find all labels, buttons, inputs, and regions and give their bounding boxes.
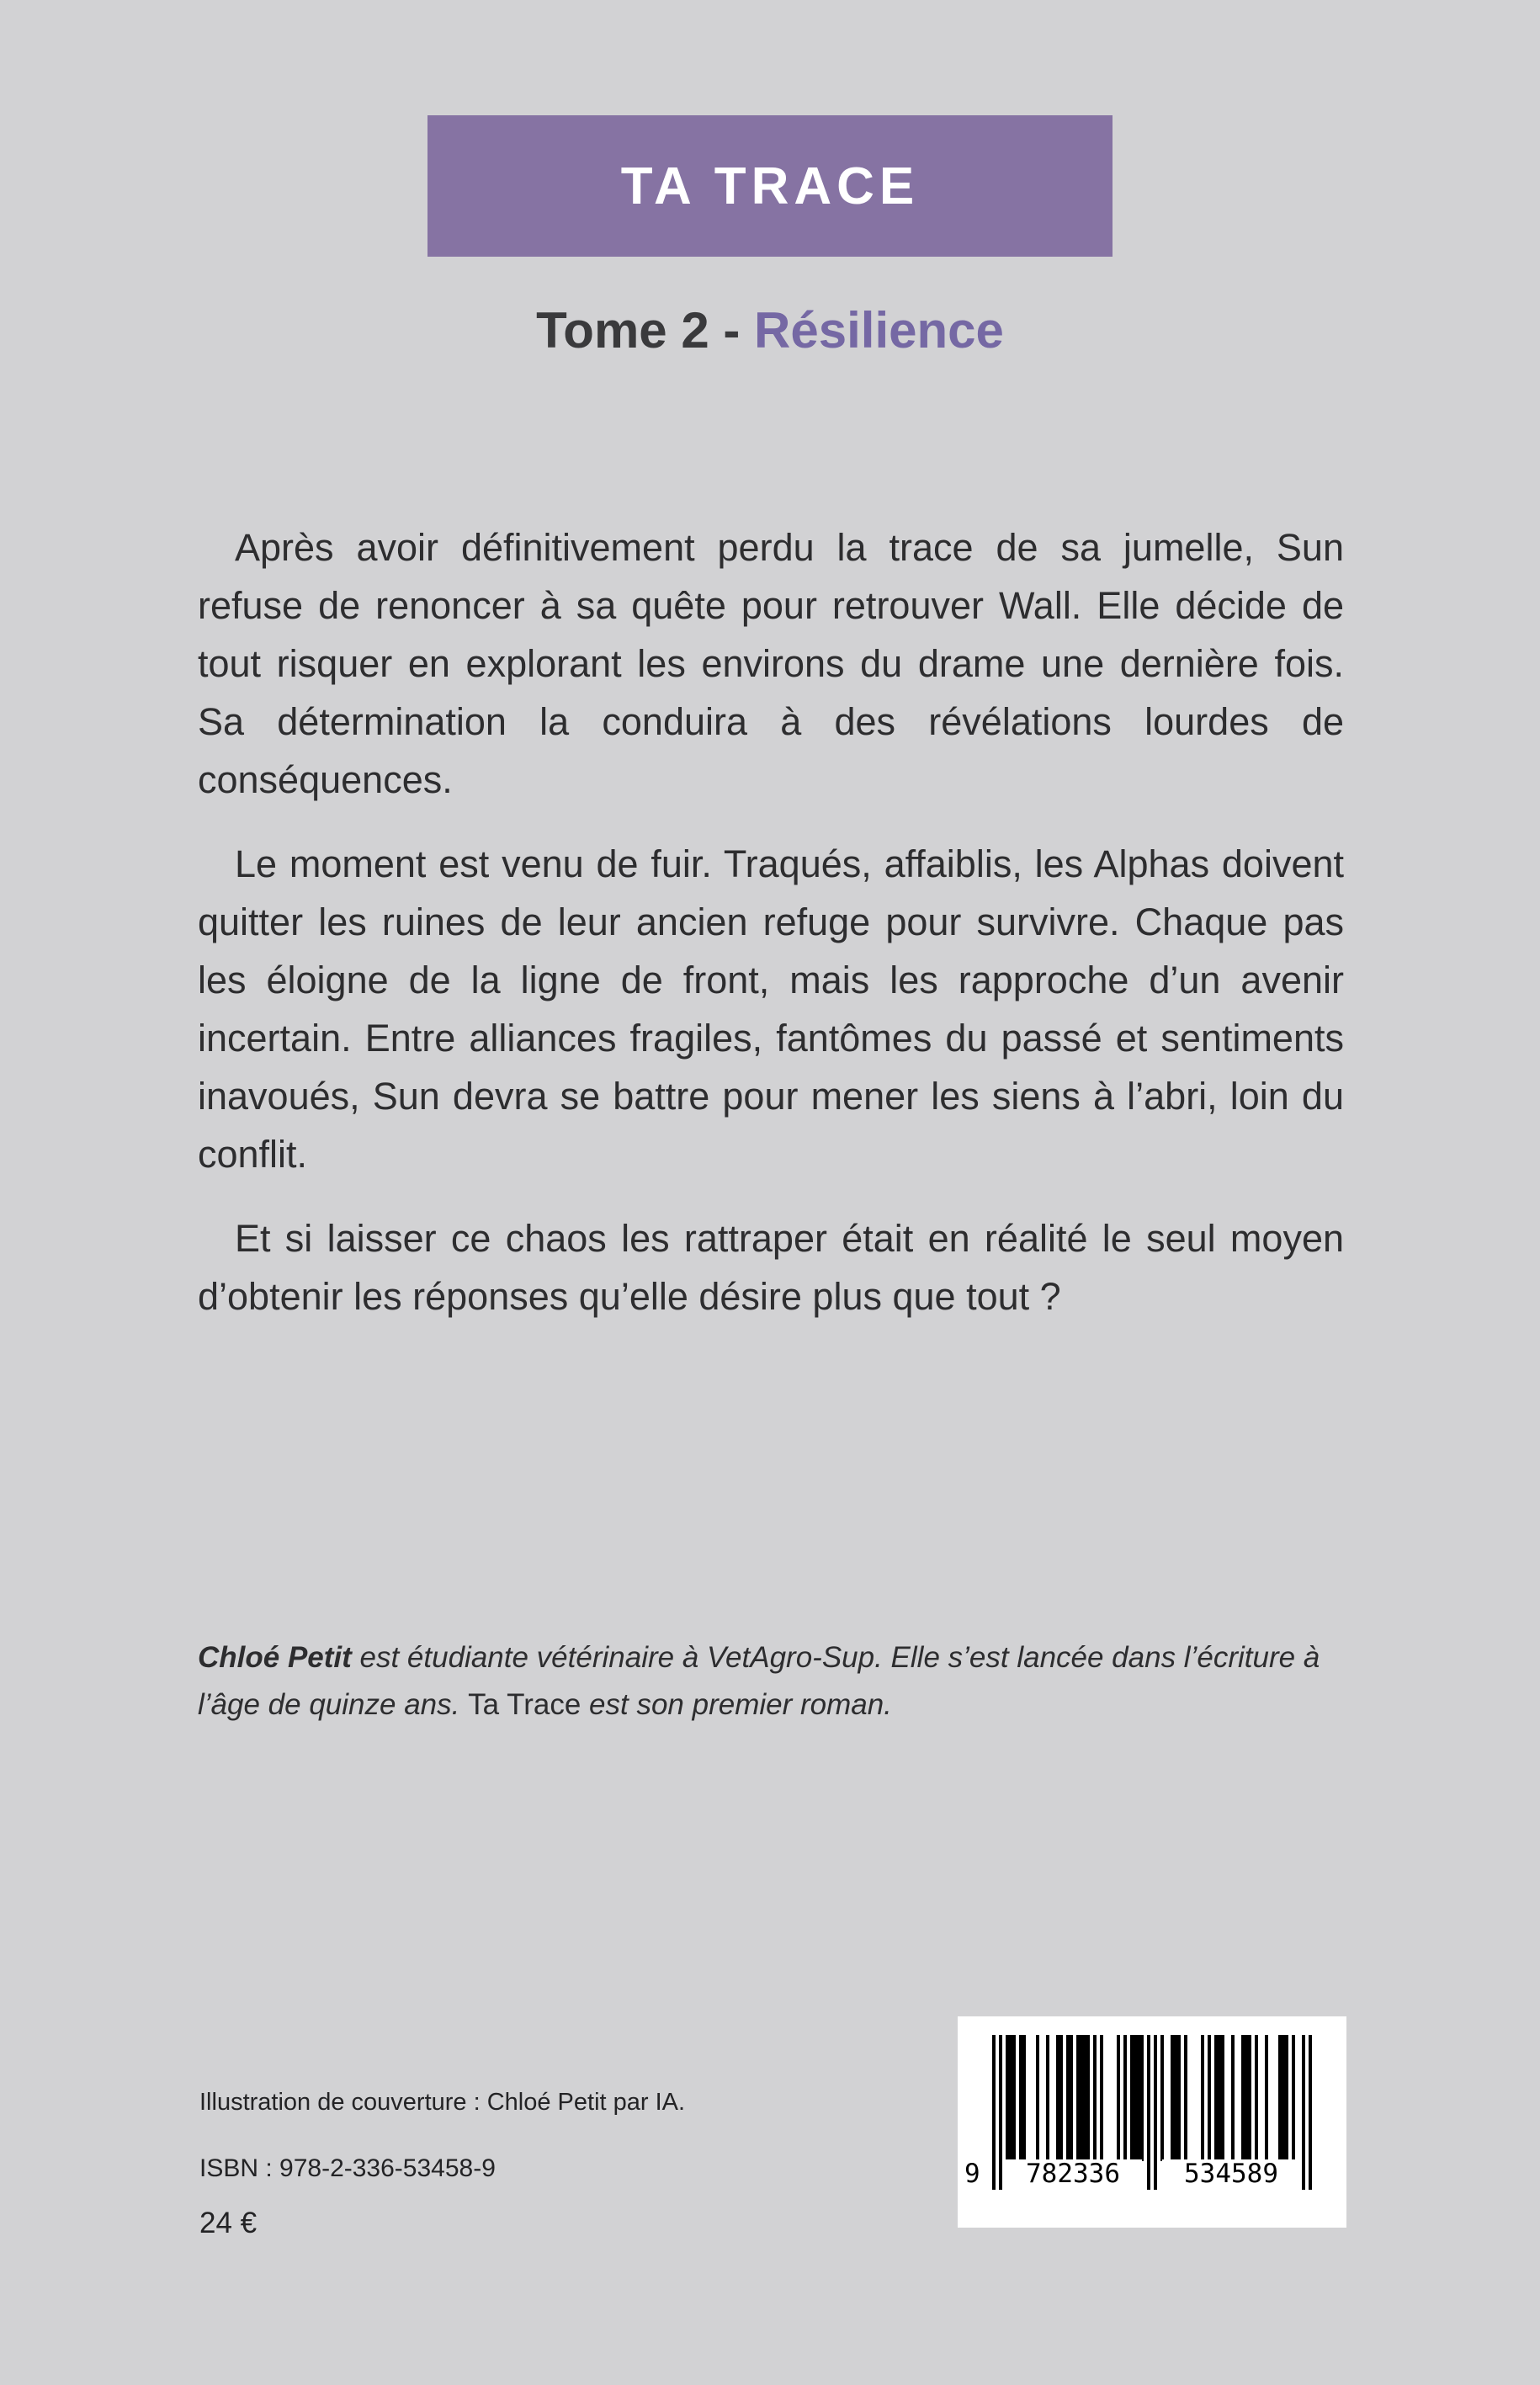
barcode-number-left: 782336 bbox=[1004, 2159, 1142, 2190]
synopsis bbox=[198, 518, 1344, 1352]
synopsis-paragraph-1: Après avoir définitivement perdu la trace de sa jumelle, Sun refuse de renoncer à sa quête pour retrouver Wall. Elle décide de tout risquer en explorant les environs du drame une dernière fois. Sa détermination la conduira à des révélations lourdes de conséquences. bbox=[198, 526, 1344, 801]
barcode-number-right: 534589 bbox=[1162, 2159, 1300, 2190]
barcode-number-first: 9 bbox=[964, 2159, 980, 2189]
author-bio bbox=[198, 1634, 1351, 1729]
bio-book-title: Ta Trace bbox=[468, 1688, 581, 1721]
price: 24 € bbox=[199, 2207, 258, 2239]
subtitle-prefix: Tome 2 - bbox=[536, 302, 755, 359]
subtitle bbox=[0, 301, 1540, 359]
synopsis-paragraph-3: Et si laisser ce chaos les rattraper était en réalité le seul moyen d’obtenir les réponses qu’elle désire plus que tout ? bbox=[198, 1217, 1344, 1318]
subtitle-accent: Résilience bbox=[754, 302, 1004, 359]
barcode bbox=[958, 2016, 1346, 2228]
title-banner bbox=[427, 115, 1113, 257]
bio-text-1: est étudiante vétérinaire à VetAgro-Sup. Elle s’est lancée dans l’écriture à l’âge de quinze ans. bbox=[198, 1641, 1320, 1721]
book-title: TA TRACE bbox=[620, 157, 920, 215]
bio-text-2: est son premier roman. bbox=[581, 1688, 892, 1721]
author-name: Chloé Petit bbox=[198, 1641, 352, 1674]
isbn: ISBN : 978-2-336-53458-9 bbox=[199, 2154, 496, 2182]
synopsis-paragraph-2: Le moment est venu de fuir. Traqués, affaiblis, les Alphas doivent quitter les ruines de leur ancien refuge pour survivre. Chaque pas les éloigne de la ligne de front, mais les rapproche d’un avenir incertain. Entre alliances fragiles, fantômes du passé et sentiments inavoués, Sun devra se battre pour mener les siens à l’abri, loin du conflit. bbox=[198, 842, 1344, 1176]
illustration-credit: Illustration de couverture : Chloé Petit par IA. bbox=[199, 2089, 686, 2116]
